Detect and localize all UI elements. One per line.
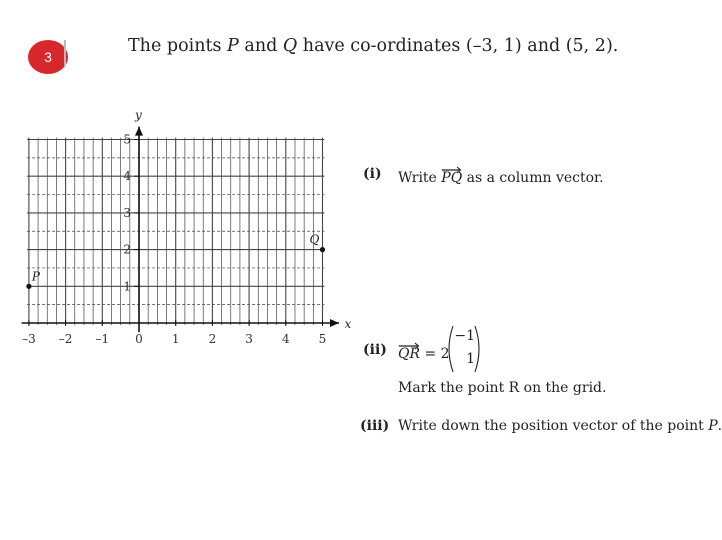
title-point-p: P [227,36,239,56]
column-vector-bottom: 1 [466,351,475,367]
point-p [26,284,31,289]
vector-arrow-icon [441,166,462,173]
point-label-q: Q [309,232,320,247]
title-point-q: Q [282,36,298,56]
question-i-text [398,166,604,186]
y-tick-label: 1 [123,279,131,294]
y-tick-label: 3 [123,205,131,220]
title-part: and [238,36,283,56]
y-axis-arrow-icon [135,127,143,136]
question-iii-number: (iii) [360,418,390,434]
column-vector-top: −1 [454,328,475,344]
y-tick-label: 4 [123,169,131,184]
question-ii-equals: = 2 [420,346,450,362]
x-tick-label: –2 [58,332,73,346]
question-ii-text [398,342,450,362]
y-tick-label: 2 [123,242,131,257]
x-tick-label: 4 [281,332,290,346]
question-i-after: as a column vector. [462,170,604,186]
question-i-number: (i) [363,166,382,182]
title-part: The points [128,36,228,56]
vector-pq-label: PQ [441,170,463,186]
point-q [320,247,325,252]
vector-pq [441,166,462,186]
x-tick-label: 2 [208,332,217,346]
x-tick-label: 3 [245,332,253,346]
y-axis-label: y [135,108,142,123]
x-tick-label: –3 [22,332,36,346]
x-axis-arrow-icon [330,319,339,327]
question-iii-before: Write down the position vector of the point [398,418,709,434]
vector-qr [398,342,420,362]
slide-number: 3 [44,49,52,65]
title-part: have co-ordinates (–3, 1) and (5, 2). [297,36,619,56]
question-iii-after: . [717,418,722,434]
question-i-before: Write [398,170,442,186]
question-ii-number: (ii) [363,342,387,358]
question-iii-point: P [708,418,718,434]
x-tick-label: 5 [318,332,327,346]
vector-arrow-icon [398,342,420,349]
vector-qr-label: QR [398,346,421,362]
question-iii-text [398,418,722,434]
x-tick-label: 0 [135,332,143,346]
x-tick-label: 1 [171,332,180,346]
point-label-p: P [31,269,40,284]
y-tick-label: 5 [123,132,131,147]
question-ii-instruction: Mark the point R on the grid. [398,380,607,396]
x-axis-label: x [344,317,352,331]
x-tick-label: –1 [95,332,110,346]
